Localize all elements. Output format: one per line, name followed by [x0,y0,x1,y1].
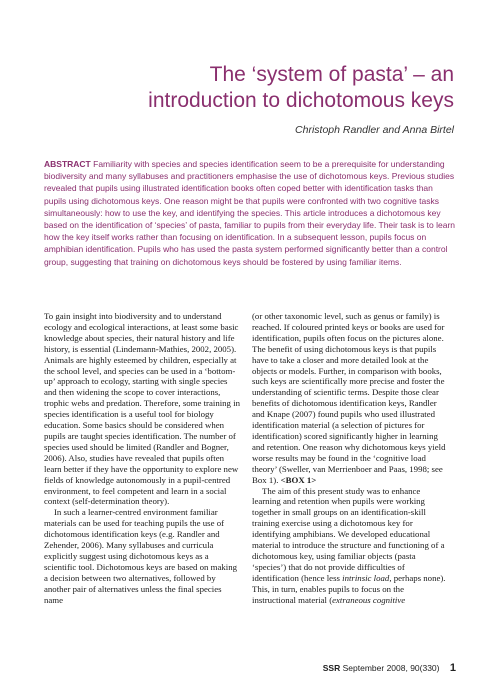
page-footer [300,662,456,674]
body-column-right [252,311,448,605]
box-reference-tag: <BOX 1> [280,474,317,485]
abstract-label: ABSTRACT [44,159,91,169]
body-text: (or other taxonomic level, such as genus or family) is reached. If coloured printed keys or books are used for identification, pupils often focus on the pictures alone. The benefit of using dichotomous keys is that pupils have to take a closer and more detailed look at the objects or models. Further, in comparison with books, such keys are scientifically more precise and foster the understanding of scientific terms. Despite those clear benefits of dichotomous identification keys, Randler and Knape (2007) found pupils who used illustrated identification material (a selection of pictures for identification) scored significantly higher in learning and retention. One reason why dichotomous keys yield worse results may be found in the ‘cognitive load theory’ (Sweller, van Merrienboer and Paas, 1998; see Box 1). [252,311,446,485]
article-title-line-1: The ‘system of pasta’ – an [209,63,454,86]
body-paragraph [252,486,448,606]
article-authors: Christoph Randler and Anna Birtel [295,124,454,136]
page-number: 1 [449,662,456,674]
body-paragraph: To gain insight into biodiversity and to understand ecology and ecological interactions, at least some basic knowledge about species, their natural history and life history, is essential (Lindemann-Mathies, 2002, 2005). Animals are highly esteemed by children, especially at the school level, and species can be used in a ‘bottom-up’ approach to ecology, starting with single species and then widening the scope to cover interactions, trophic webs and predation. Therefore, some training in species identification is a useful tool for biology education. Some basics should be considered when pupils are taught species identification. The number of species used should be limited (Randler and Bogner, 2006). Also, studies have revealed that pupils often learn better if they have the opportunity to explore new fields of knowledge autonomously in a pupil-centred environment, to feel competent and learn in a social context (self-determination theory). [44,311,240,507]
body-text: The aim of this present study was to enhance learning and retention when pupils were working together in small groups on an identification-skill training exercise using a dichotomous key for identifying amphibians. We developed educational material to introduce the structure and functioning of a dichotomous key, using familiar objects (pasta ‘species’) that do not provide difficulties of identification (hence less [252,485,445,583]
body-text: , perhaps none). This, in turn, enables pupils to focus on the instructional material ( [252,572,446,605]
article-title [60,62,454,114]
abstract-text: Familiarity with species and species identification seem to be a prerequisite for understanding biodiversity and many syllabuses and practitioners emphasise the use of dichotomous keys. Previous studies revealed that pupils using illustrated identification books often coped better with identification tasks than pupils using dichotomous keys. One reason might be that pupils were confronted with two cognitive tasks simultaneously: how to use the key, and identifying the species. This article introduces a dichotomous key based on the identification of ‘species’ of pasta, familiar to pupils from their everyday life. Their task is to learn how the key itself works rather than focusing on identification. In a subsequent lesson, pupils focus on amphibian identification. Pupils who has used the pasta system performed significantly better than a control group, suggesting that training on dichotomous keys should be fostered by using familiar items. [44,159,456,267]
emphasis-term: extraneous cognitive [332,594,406,605]
body-paragraph: In such a learner-centred environment familiar materials can be used for teaching pupils the use of dichotomous identification keys (e.g. Randler and Zehender, 2006). Many syllabuses and curricula explicitly suggest using dichotomous keys as a scientific tool. Dichotomous keys are based on making a decision between two alternatives, followed by another pair of alternatives unless the final species name [44,507,237,605]
emphasis-term: intrinsic load [342,572,390,583]
article-title-line-2: introduction to dichotomous keys [148,89,454,112]
body-paragraph [252,311,448,486]
body-column-left [44,311,240,605]
abstract [44,158,456,268]
journal-name: SSR [322,663,341,673]
journal-issue: September 2008, 90(330) [342,663,440,673]
